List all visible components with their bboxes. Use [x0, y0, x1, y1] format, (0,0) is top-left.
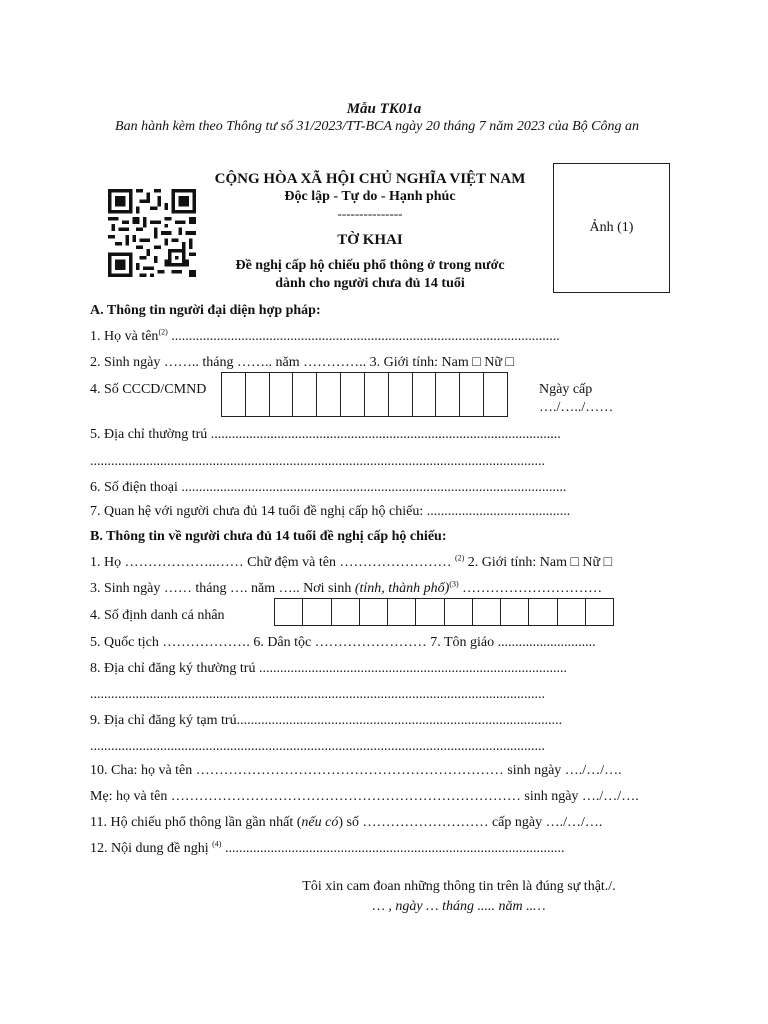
- section-a-heading: A. Thông tin người đại diện hợp pháp:: [90, 303, 321, 318]
- a-id-digit-box[interactable]: [389, 373, 413, 416]
- b-permanent-address-field[interactable]: 8. Địa chỉ đăng ký thường trú ........................................................................................: [90, 661, 567, 676]
- form-subtitle-1: Đề nghị cấp hộ chiếu phổ thông ở trong nước: [235, 258, 505, 273]
- b-father-field[interactable]: 10. Cha: họ và tên ………………………………………………………… sinh ngày …./…/….: [90, 763, 622, 778]
- a-id-digit-box[interactable]: [436, 373, 460, 416]
- b-birth-place-field[interactable]: 3. Sinh ngày …… tháng …. năm ….. Nơi sinh (tỉnh, thành phố)$^{(3)}$ …………………………: [90, 579, 603, 596]
- signing-date-line[interactable]: … , ngày … tháng ..... năm ..…: [372, 899, 546, 914]
- b-id-digit-box[interactable]: [332, 599, 360, 625]
- b-id-digit-box[interactable]: [473, 599, 501, 625]
- a-id-digit-box[interactable]: [413, 373, 437, 416]
- a-id-number-boxes[interactable]: [221, 372, 508, 417]
- a-birth-gender-field[interactable]: 2. Sinh ngày …….. tháng …….. năm ………….. 3. Giới tính: Nam □ Nữ □: [90, 355, 514, 370]
- national-motto: Độc lập - Tự do - Hạnh phúc: [284, 189, 456, 204]
- b-id-digit-box[interactable]: [360, 599, 388, 625]
- b-id-digit-box[interactable]: [445, 599, 473, 625]
- b-personal-id-label: 4. Số định danh cá nhân: [90, 608, 225, 623]
- b-temporary-address-continued[interactable]: ..................................................................................................................................: [90, 739, 545, 754]
- qr-code-image: [108, 186, 196, 280]
- form-subtitle-2: dành cho người chưa đủ 14 tuổi: [275, 276, 465, 291]
- b-name-gender-field[interactable]: 1. Họ ………………..…… Chữ đệm và tên …………………… $^{(2)}$ 2. Giới tính: Nam □ Nữ □: [90, 553, 613, 570]
- a-full-name-field[interactable]: 1. Họ và tên$^{(2)}$ ...............................................................................................................: [90, 327, 560, 344]
- a-phone-field[interactable]: 6. Số điện thoại ..............................................................................................................: [90, 480, 567, 495]
- b-mother-field[interactable]: Mẹ: họ và tên ………………………………………………………………… sinh ngày …./…/….: [90, 789, 639, 804]
- a-permanent-address-field[interactable]: 5. Địa chỉ thường trú ....................................................................................................: [90, 427, 561, 442]
- b-id-digit-box[interactable]: [529, 599, 557, 625]
- a-id-digit-box[interactable]: [270, 373, 294, 416]
- form-title: TỜ KHAI: [337, 232, 403, 248]
- section-b-heading: B. Thông tin về người chưa đủ 14 tuổi đề nghị cấp hộ chiếu:: [90, 529, 447, 544]
- b-id-digit-box[interactable]: [558, 599, 586, 625]
- b-request-content-field[interactable]: 12. Nội dung đề nghị $^{(4)}$ .................................................................................................: [90, 839, 565, 856]
- declaration-text: Tôi xin cam đoan những thông tin trên là đúng sự thật./.: [302, 879, 616, 894]
- b-id-digit-box[interactable]: [586, 599, 613, 625]
- issued-by: Ban hành kèm theo Thông tư số 31/2023/TT-BCA ngày 20 tháng 7 năm 2023 của Bộ Công an: [115, 119, 639, 134]
- a-id-digit-box[interactable]: [317, 373, 341, 416]
- photo-box[interactable]: [553, 163, 670, 293]
- b-nationality-ethnicity-religion-field[interactable]: 5. Quốc tịch ………………. 6. Dân tộc …………………… 7. Tôn giáo ............................: [90, 635, 596, 650]
- b-id-digit-box[interactable]: [416, 599, 444, 625]
- motto-divider: ---------------: [337, 206, 403, 221]
- a-id-digit-box[interactable]: [246, 373, 270, 416]
- a-id-digit-box[interactable]: [484, 373, 507, 416]
- b-id-digit-box[interactable]: [275, 599, 303, 625]
- a-id-digit-box[interactable]: [293, 373, 317, 416]
- a-date-issued-label: Ngày cấp: [539, 382, 593, 397]
- b-personal-id-boxes[interactable]: [274, 598, 614, 626]
- b-last-passport-field[interactable]: 11. Hộ chiếu phổ thông lần gần nhất (nếu có) số ……………………… cấp ngày …./…/….: [90, 815, 603, 830]
- b-permanent-address-continued[interactable]: ..................................................................................................................................: [90, 687, 545, 702]
- a-relationship-field[interactable]: 7. Quan hệ với người chưa đủ 14 tuổi đề nghị cấp hộ chiếu: .........................................: [90, 504, 571, 519]
- a-id-digit-box[interactable]: [460, 373, 484, 416]
- a-id-digit-box[interactable]: [222, 373, 246, 416]
- a-date-issued-field[interactable]: …./…../……: [539, 400, 614, 415]
- form-code: Mẫu TK01a: [346, 101, 422, 117]
- country-name: CỘNG HÒA XÃ HỘI CHỦ NGHĨA VIỆT NAM: [214, 171, 526, 187]
- b-id-digit-box[interactable]: [388, 599, 416, 625]
- a-id-label: 4. Số CCCD/CMND: [90, 382, 207, 397]
- a-id-digit-box[interactable]: [341, 373, 365, 416]
- b-id-digit-box[interactable]: [303, 599, 331, 625]
- b-id-digit-box[interactable]: [501, 599, 529, 625]
- a-id-digit-box[interactable]: [365, 373, 389, 416]
- a-permanent-address-continued[interactable]: ..................................................................................................................................: [90, 454, 545, 469]
- photo-label: Ảnh (1): [589, 220, 634, 235]
- b-temporary-address-field[interactable]: 9. Địa chỉ đăng ký tạm trú.............................................................................................: [90, 713, 563, 728]
